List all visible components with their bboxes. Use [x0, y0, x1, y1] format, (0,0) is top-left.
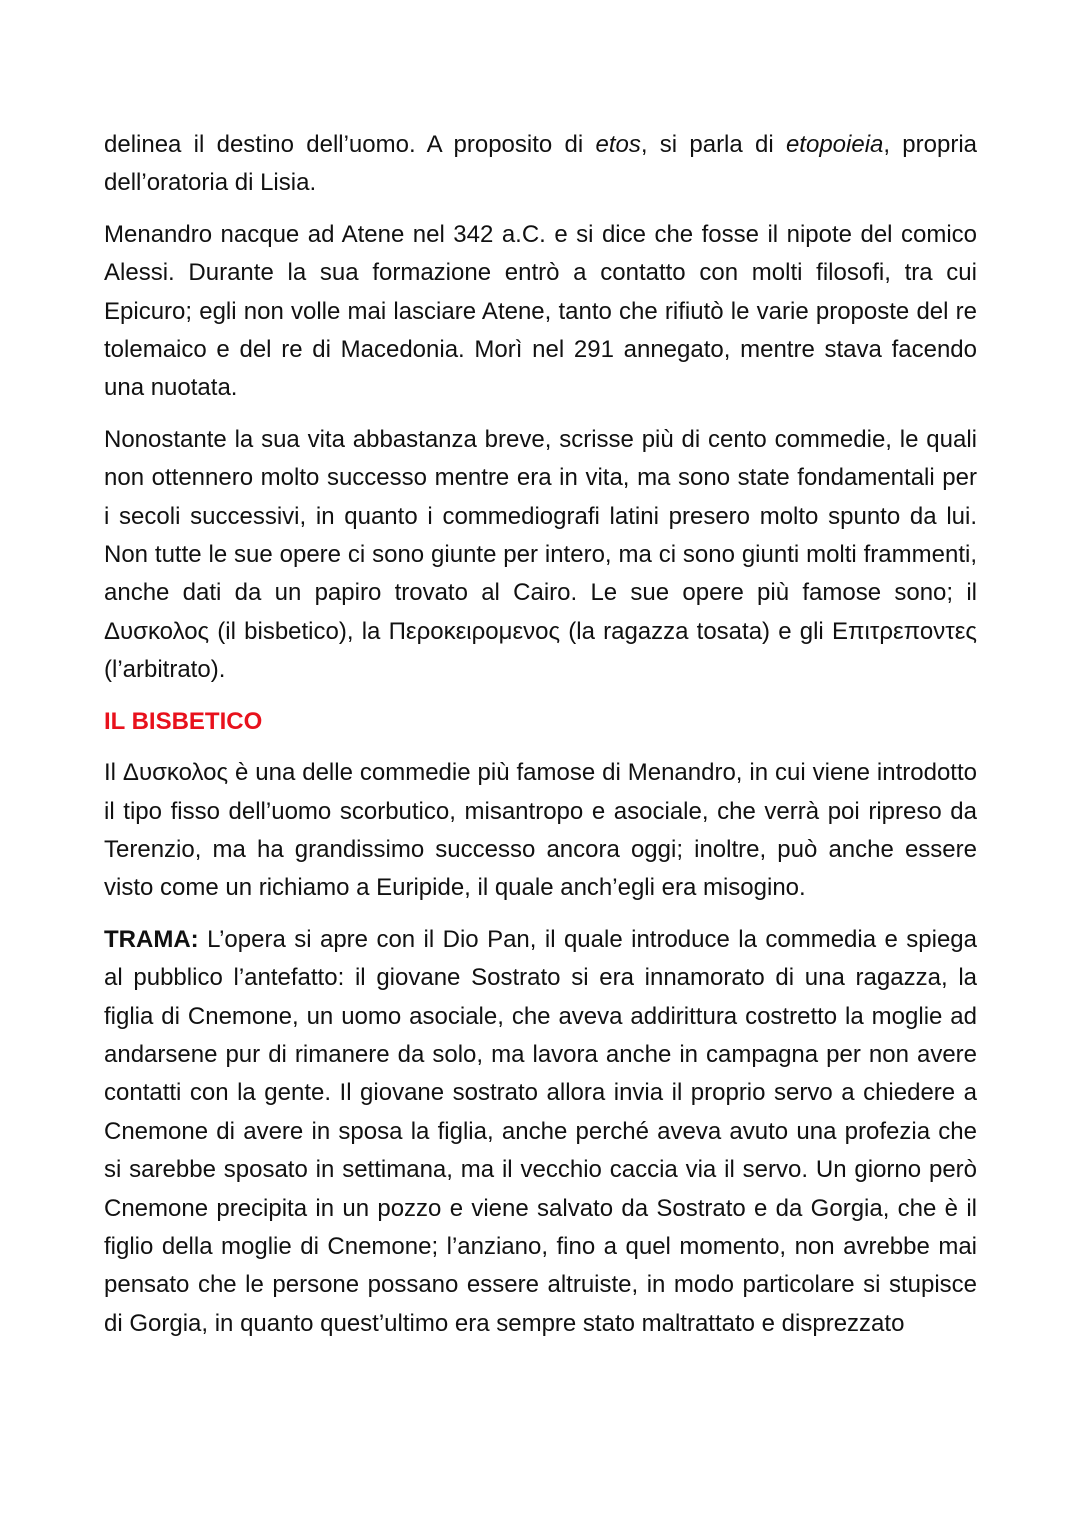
paragraph-dyskolos-intro: Il Δυσκολος è una delle commedie più famose di Menandro, in cui viene introdotto il tipo fisso dell’uomo scorbutico, misantropo e asociale, che verrà poi ripreso da Terenzio, ma ha grandissimo successo ancora oggi; inoltre, può anche essere visto come un richiamo a Euripide, il quale anch’egli era misogino. — [104, 759, 977, 902]
document-page — [104, 126, 977, 1356]
ethos-text-3: , propria dell’oratoria di Lisia. — [104, 131, 978, 197]
term-etopoieia: etopoieia — [785, 131, 884, 158]
paragraph-plot — [104, 921, 977, 1343]
ethos-text-2: , si parla di — [640, 131, 786, 158]
ethos-text-1: delinea il destino dell’uomo. A proposito di — [104, 131, 596, 158]
paragraph-works: Nonostante la sua vita abbastanza breve, scrisse più di cento commedie, le quali non ottennero molto successo mentre era in vita, ma sono state fondamentali per i secoli successivi, in quanto i commediografi latini presero molto spunto da lui. Non tutte le sue opere ci sono giunte per intero, ma ci sono giunti molti frammenti, anche dati da un papiro trovato al Cairo. Le sue opere più famose sono; il Δυσκολος (il bisbetico), la Περοκειρομενος (la ragazza tosata) e gli Επιτρεποντες (l’arbitrato). — [104, 425, 977, 684]
section-heading: IL BISBETICO — [104, 707, 263, 735]
paragraph-biography: Menandro nacque ad Atene nel 342 a.C. e si dice che fosse il nipote del comico Alessi. Durante la sua formazione entrò a contatto con molti filosofi, tra cui Epicuro; egli non volle mai lasciare Atene, tanto che rifiutò le varie proposte del re tolemaico e del re di Macedonia. Morì nel 291 annegato, mentre stava facendo una nuotata. — [104, 220, 977, 402]
plot-label: TRAMA: — [104, 925, 199, 953]
paragraph-ethos — [104, 126, 977, 203]
term-etos: etos — [595, 131, 641, 158]
plot-text: L’opera si apre con il Dio Pan, il quale introduce la commedia e spiega al pubblico l’antefatto: il giovane Sostrato si era innamorato di una ragazza, la figlia di Cnemone, un uomo asociale, che aveva addirittura costretto la moglie ad andarsene pur di rimanere da solo, ma lavora anche in campagna per non avere contatti con la gente. Il giovane sostrato allora invia il proprio servo a chiedere a Cnemone di avere in sposa la figlia, anche perché aveva avuto una profezia che si sarebbe sposato in settimana, ma il vecchio caccia via il servo. Un giorno però Cnemone precipita in un pozzo e viene salvato da Sostrato e da Gorgia, che è il figlio della moglie di Cnemone; l’anziano, fino a quel momento, non avrebbe mai pensato che le persone possano essere altruiste, in modo particolare si stupisce di Gorgia, in quanto quest’ultimo era sempre stato maltrattato e disprezzato — [104, 925, 977, 1337]
